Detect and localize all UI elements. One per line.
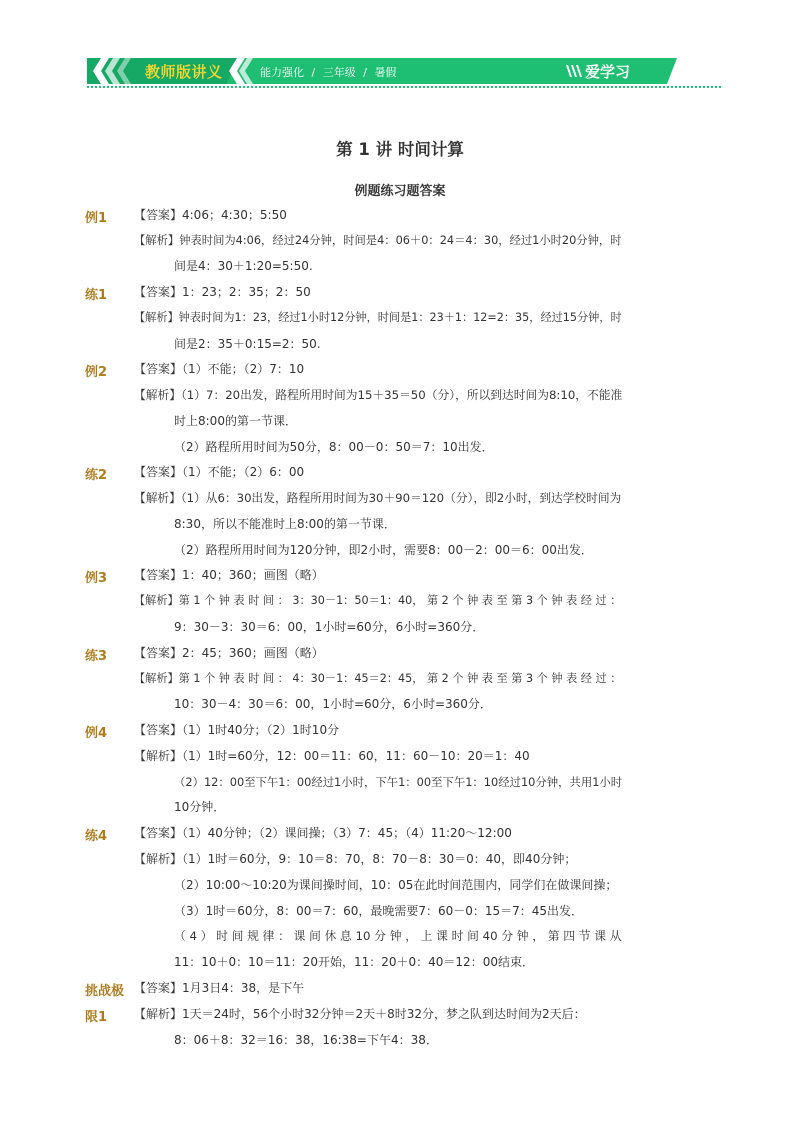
analysis-line: 10：30－4：30＝6：00，1小时=60分，6小时=360分． [174, 697, 492, 711]
answer-line: 【答案】2：45；360；画图（略） [134, 646, 324, 660]
analysis-line: 【解析】（1）从6：30出发，路程所用时间为30＋90＝120（分），即2小时，到达学校时间为 [134, 491, 622, 505]
logo-icon [565, 63, 583, 79]
analysis-line: （3）1时＝60分，8：00＝7：60，最晚需要7：60－0：15＝7：45出发． [174, 904, 584, 918]
section-tag: 练3 [85, 649, 108, 664]
analysis-line: 8：06＋8：32＝16：38，16:38=下午4：38． [174, 1033, 438, 1047]
answer-line: 【答案】1：23；2：35；2：50 [134, 285, 311, 299]
analysis-line: （ 4 ） 时 间 规 律 ： 课 间 休 息 10 分 钟 ， 上 课 时 间 40 分 钟 ， 第 四 节 课 从 [174, 929, 622, 943]
section-tag: 例2 [85, 365, 108, 380]
analysis-line: 【解析】第 1 个 钟 表 时 间 ： 3：30－1：50＝1：40， 第 2 个 钟 表 至 第 3 个 钟 表 经 过 ： [134, 594, 622, 607]
analysis-line: 8:30，所以不能准时上8:00的第一节课． [174, 517, 396, 531]
breadcrumb-separator: / [311, 66, 316, 79]
analysis-line: 11：10＋0：10＝11：20开始，11：20＋0：40＝12：00结束． [174, 955, 534, 969]
page-subtitle: 例题练习题答案 [354, 184, 446, 199]
analysis-line: 【解析】（1）1时＝60分，9：10＝8：70，8：70－8：30＝0：40，即40分钟； [134, 852, 577, 866]
section-tag: 例1 [85, 211, 108, 226]
answer-line: 【答案】（1）40分钟；（2）课间操；（3）7：45；（4）11:20～12:00 [134, 826, 512, 840]
section-tag: 练2 [85, 468, 108, 483]
breadcrumb-separator: / [363, 66, 367, 79]
answer-line: 【答案】1月3日4：38，是下午 [134, 981, 305, 995]
answer-line: 【答案】1：40；360；画图（略） [134, 568, 324, 582]
answer-line: 【答案】（1）不能；（2）6：00 [134, 465, 305, 479]
header-divider [87, 86, 721, 88]
analysis-line: 9：30－3：30＝6：00，1小时=60分，6小时=360分． [174, 620, 485, 634]
analysis-line: （2）10:00～10:20为课间操时间，10：05在此时间范围内，同学们在做课间操； [174, 878, 618, 892]
analysis-line: 【解析】钟表时间为1：23，经过1小时12分钟，时间是1：23＋1：12=2：35，经过15分钟，时 [134, 311, 622, 324]
analysis-line: （2）路程所用时间为50分，8：00－0：50＝7：10出发． [174, 440, 494, 454]
breadcrumb-item: 暑假 [374, 66, 397, 79]
analysis-line: 【解析】第 1 个 钟 表 时 间 ： 4：30－1：45＝2：45， 第 2 个 钟 表 至 第 3 个 钟 表 经 过 ： [134, 672, 622, 685]
section-tag: 例3 [85, 571, 108, 586]
section-tag: 限1 [85, 1010, 108, 1025]
answer-line: 【答案】4:06；4:30；5:50 [134, 208, 287, 222]
analysis-line: 【解析】（1）1时=60分，12：00＝11：60，11：60－10：20＝1：40 [134, 749, 530, 763]
analysis-line: （2）12：00至下午1：00经过1小时，下午1：00至下午1：10经过10分钟，共用1小时 [174, 775, 623, 789]
breadcrumb [260, 64, 400, 80]
analysis-line: 【解析】（1）7：20出发，路程所用时间为15＋35＝50（分），所以到达时间为8:10，不能准 [134, 388, 623, 402]
section-tag: 练1 [85, 288, 108, 303]
section-tag: 例4 [85, 726, 108, 741]
analysis-line: 时上8:00的第一节课． [174, 414, 297, 428]
analysis-line: 10分钟． [174, 800, 226, 814]
breadcrumb-item: 能力强化 [260, 66, 304, 79]
analysis-line: 间是2：35＋0:15=2：50. [174, 337, 321, 351]
breadcrumb-item: 三年级 [322, 66, 356, 79]
analysis-line: （2）路程所用时间为120分钟，即2小时，需要8：00－2：00＝6：00出发． [174, 543, 593, 557]
analysis-line: 【解析】钟表时间为4:06，经过24分钟，时间是4：06＋0：24＝4：30，经过1小时20分钟，时 [134, 234, 622, 247]
section-tag: 挑战极 [85, 984, 125, 999]
analysis-line: 间是4：30＋1:20=5:50. [174, 259, 313, 273]
header-banner [87, 58, 677, 84]
brand-label: 教师版讲义 [145, 63, 223, 81]
logo-text: 爱学习 [585, 63, 631, 81]
answer-line: 【答案】（1）1时40分；（2）1时10分 [134, 723, 340, 737]
answer-line: 【答案】（1）不能；（2）7：10 [134, 362, 305, 376]
analysis-line: 【解析】1天＝24时，56个小时32分钟＝2天＋8时32分，梦之队到达时间为2天后： [134, 1007, 586, 1021]
page-title: 第 1 讲 时间计算 [336, 140, 464, 159]
section-tag: 练4 [85, 829, 108, 844]
